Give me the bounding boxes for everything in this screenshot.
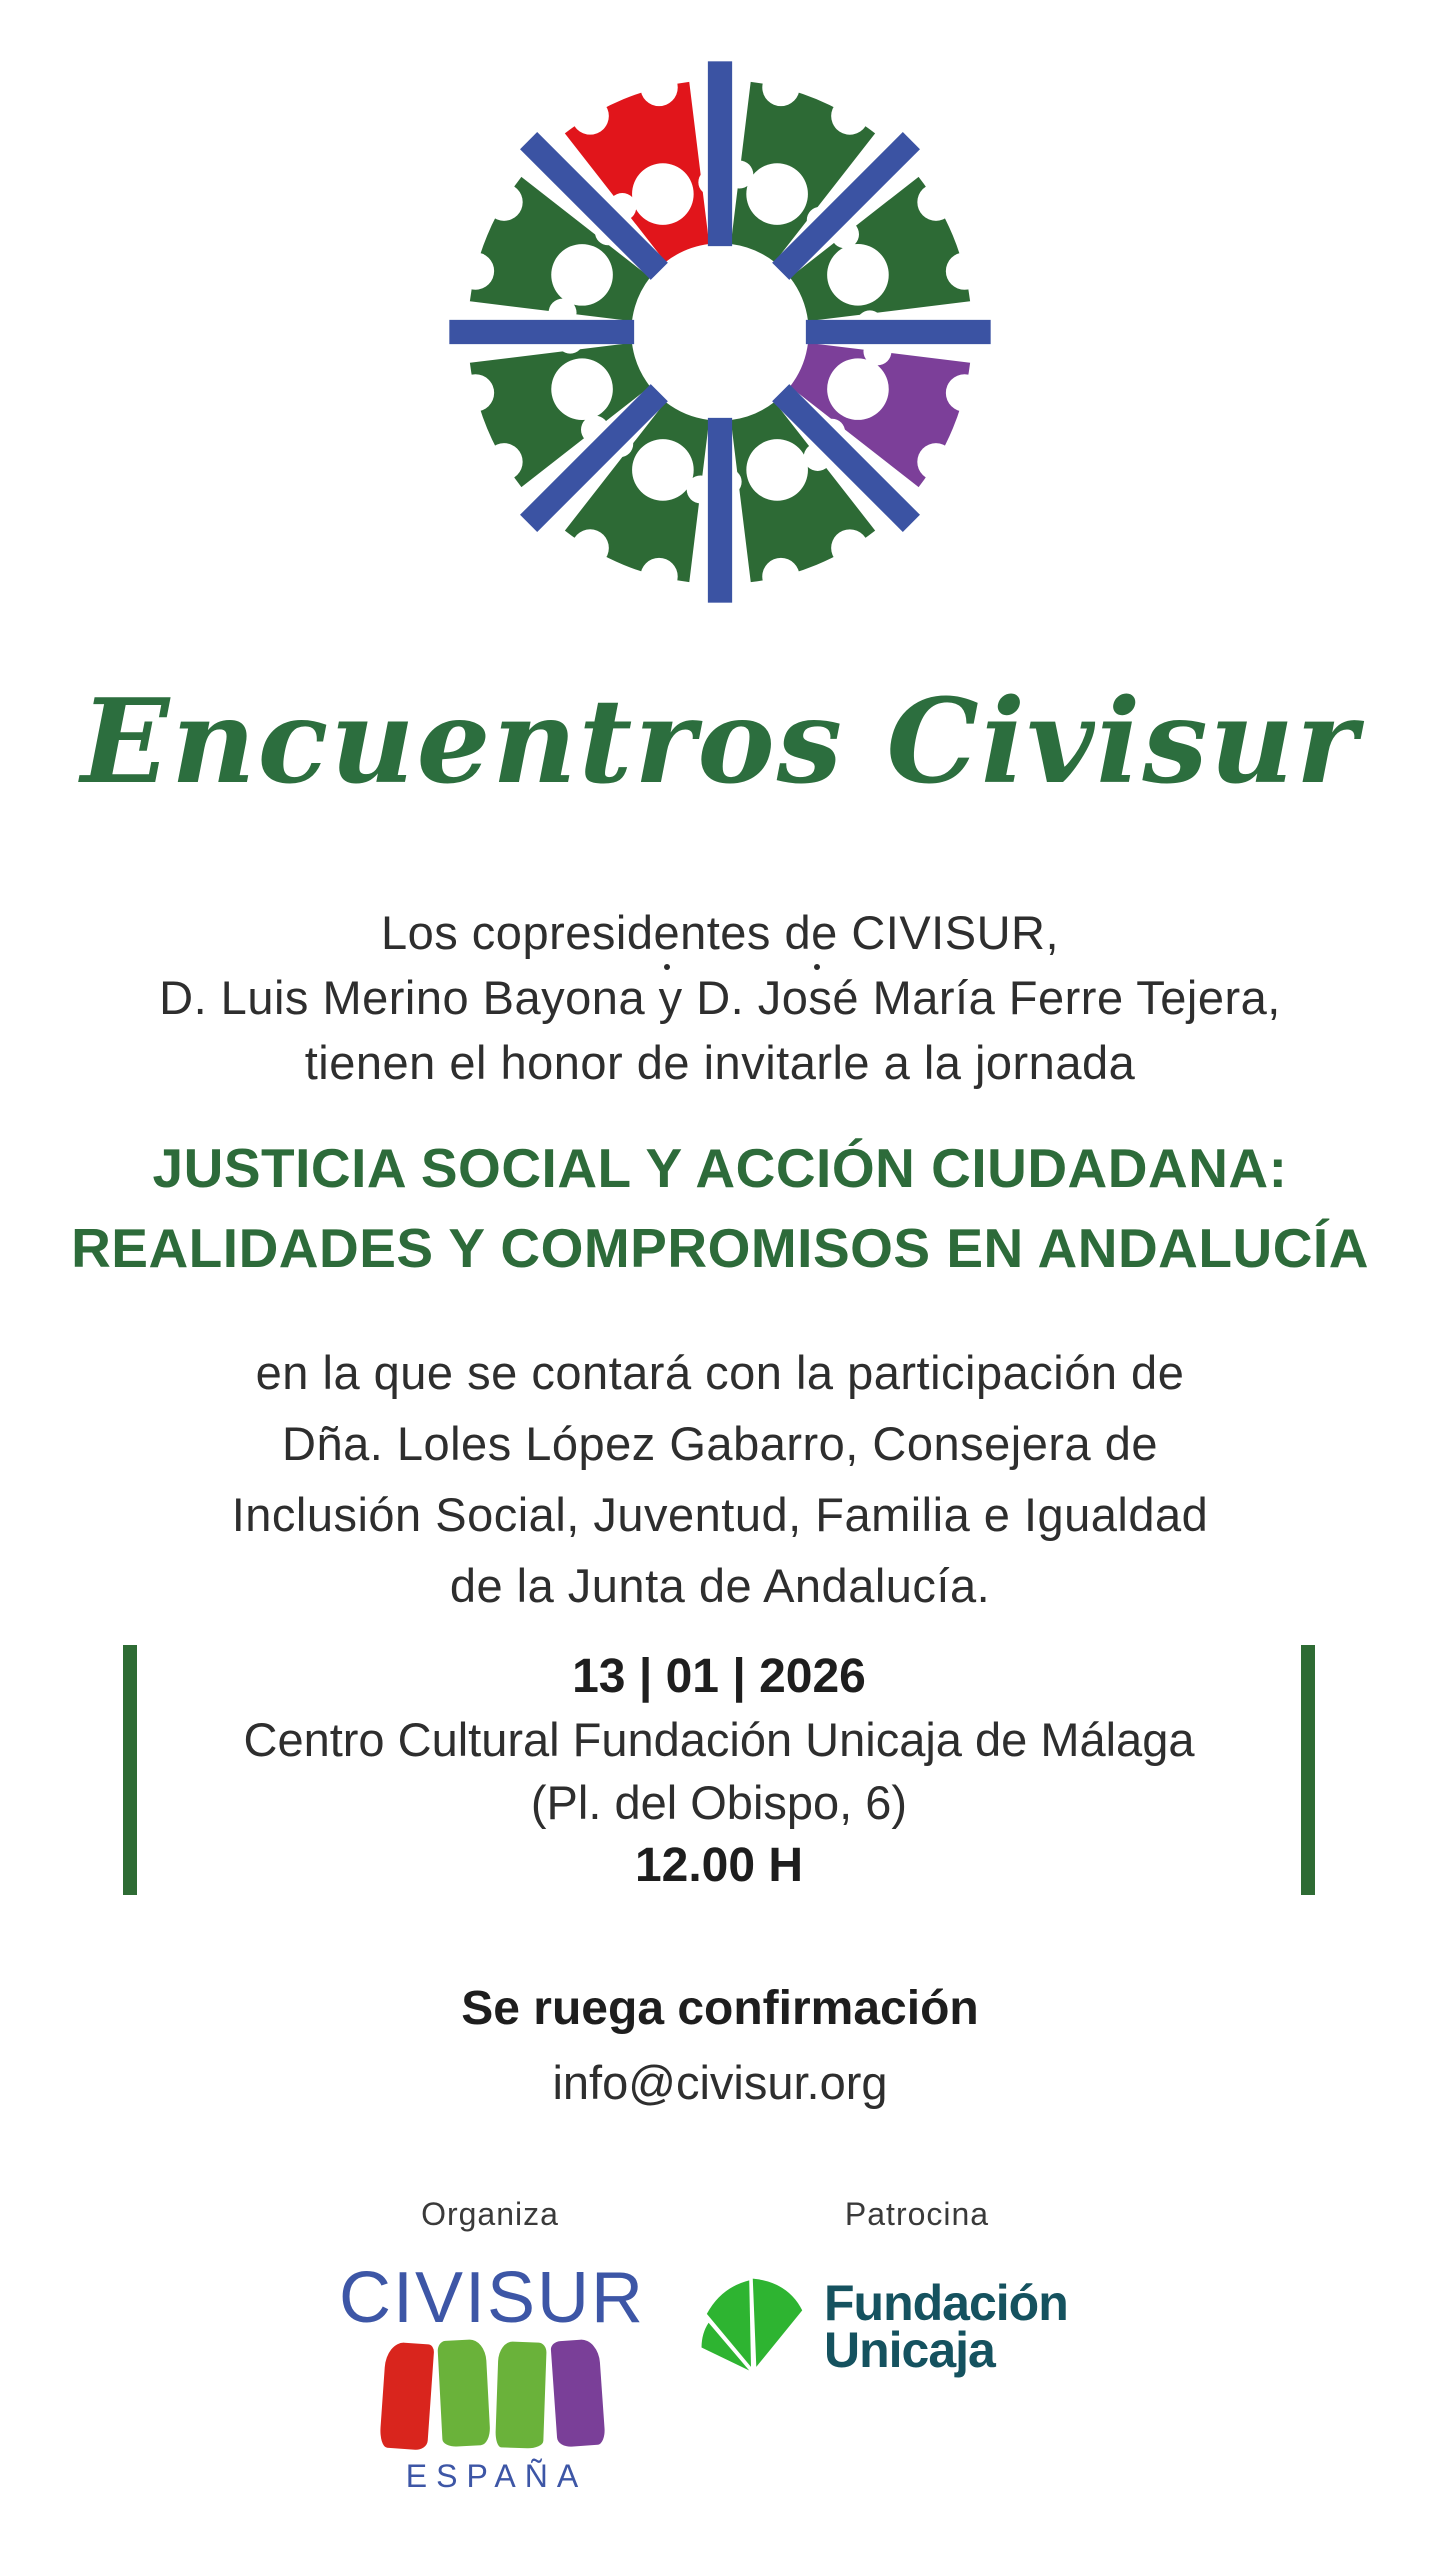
brush-stroke-purple — [550, 2338, 605, 2447]
intro-line: Los copresidentes de CIVISUR, — [380, 906, 1060, 959]
patrocina-label: Patrocina — [844, 2196, 990, 2232]
event-date: 13 | 01 | 2026 — [572, 1650, 866, 1703]
brush-stroke-green — [437, 2339, 490, 2447]
event-series-title: Encuentros Civisur — [80, 674, 1360, 810]
rosette-spoke — [806, 320, 991, 344]
rsvp-email[interactable]: info@civisur.org — [552, 2056, 888, 2109]
rosette-spoke — [449, 320, 634, 344]
civisur-espana-logo — [337, 2258, 647, 2495]
headline-line: JUSTICIA SOCIAL Y ACCIÓN CIUDADANA: — [152, 1137, 1288, 1199]
participation-line: Inclusión Social, Juventud, Familia e Igualdad — [231, 1488, 1209, 1541]
intro-paragraph — [0, 900, 1440, 1095]
headline-line: REALIDADES Y COMPROMISOS EN ANDALUCÍA — [71, 1217, 1369, 1279]
brush-stroke-red — [379, 2341, 434, 2450]
rosette-spoke — [708, 61, 732, 246]
unicaja-wordmark — [824, 2275, 1068, 2378]
civisur-wordmark: CIVISUR — [338, 2258, 646, 2338]
event-venue: Centro Cultural Fundación Unicaja de Málaga — [243, 1713, 1195, 1766]
rsvp-label: Se ruega confirmación — [461, 1982, 979, 2035]
fundacion-unicaja-logo — [698, 2268, 1068, 2378]
participation-line: en la que se contará con la participación de — [255, 1346, 1185, 1399]
ink-dot — [814, 964, 820, 970]
participation-paragraph — [0, 1337, 1440, 1621]
rsvp-block — [0, 1972, 1440, 2120]
civisur-brush-strokes — [337, 2340, 647, 2452]
intro-line: tienen el honor de invitarle a la jornada — [304, 1036, 1136, 1089]
event-frame-bar-left — [123, 1645, 137, 1895]
participation-line: de la Junta de Andalucía. — [449, 1559, 991, 1612]
civisur-country-label: ESPAÑA — [405, 2458, 588, 2494]
rosette-spoke — [708, 418, 732, 603]
intro-line: D. Luis Merino Bayona y D. José María Ferre Tejera, — [159, 971, 1281, 1024]
civisur-rosette-logo — [440, 52, 1000, 612]
ink-dot — [664, 964, 670, 970]
participation-line: Dña. Loles López Gabarro, Consejera de — [282, 1417, 1158, 1470]
organiza-label: Organiza — [421, 2196, 559, 2232]
brush-stroke-green — [495, 2341, 547, 2449]
event-details-block — [123, 1645, 1315, 1897]
unicaja-wordmark-line1: Fundación — [824, 2275, 1068, 2331]
event-time: 12.00 H — [634, 1839, 804, 1892]
unicaja-wordmark-line2: Unicaja — [824, 2322, 995, 2378]
event-address: (Pl. del Obispo, 6) — [530, 1776, 908, 1829]
unicaja-fan-leaf-icon — [698, 2268, 804, 2374]
event-headline — [0, 1128, 1440, 1288]
event-frame-bar-right — [1301, 1645, 1315, 1895]
